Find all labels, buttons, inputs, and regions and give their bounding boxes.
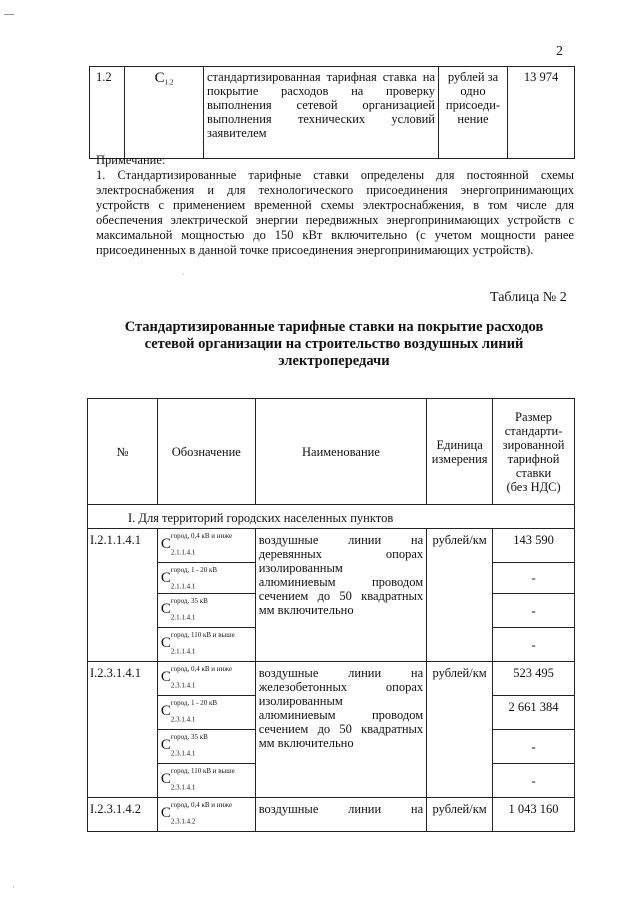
rate-symbol: $C_{1.2}$ [125,67,204,159]
row-unit: рублей/км [427,529,493,662]
rate-value: 2 661 384 [493,696,575,730]
row-code: I.2.3.1.4.1 [88,662,158,798]
row-name: воздушные линии на деревянных опорах изолированным алюминиевым проводом сечением до 50 квадратных мм включительно [255,529,426,662]
margin-mark: — [4,9,14,20]
table-row [90,67,575,159]
table-header-row [88,399,575,505]
table-row [88,798,575,832]
margin-mark: · [12,883,15,892]
table-row [88,529,575,563]
rate-symbol: $C^{город, 1 - 20 кВ}$ $_{2.1.1.4.1}$ [157,563,255,594]
rate-unit: рублей за одно присоеди- нение [439,67,508,159]
header-name: Наименование [255,399,426,505]
rate-value: - [493,764,575,798]
rate-symbol: $C^{город, 110 кВ и выше}$ $_{2.1.1.4.1}$ [157,628,255,662]
header-unit: Единица измерения [427,399,493,505]
rate-symbol: $C^{город, 35 кВ}$ $_{2.1.1.4.1}$ [157,594,255,628]
rate-value: - [493,563,575,594]
tariff-table-1 [89,66,575,159]
header-designation: Обозначение [157,399,255,505]
rate-symbol: $C^{город, 1 - 20 кВ}$ $_{2.3.1.4.1}$ [157,696,255,730]
header-rate: Размер стандарти- зированной тарифной ставки (без НДС) [493,399,575,505]
rate-value: 13 974 [508,67,575,159]
tariff-table-2 [87,398,575,832]
rate-name: стандартизированная тарифная ставка на покрытие расходов на проверку выполнения сетевой организацией выполнения технических условий заявителем [204,67,439,159]
header-num: № [88,399,158,505]
note-title: Примечание: [96,153,166,167]
rate-symbol: $C^{город, 0,4 кВ и ниже}$ $_{2.1.1.4.1}$ [157,529,255,563]
row-code: I.2.1.1.4.1 [88,529,158,662]
row-unit: рублей/км [427,662,493,798]
rate-symbol: $C^{город, 110 кВ и выше}$ $_{2.3.1.4.1}$ [157,764,255,798]
rate-symbol: $C^{город, 0,4 кВ и ниже}$ $_{2.3.1.4.1}$ [157,662,255,696]
row-name: воздушные линии на железобетонных опорах изолированным алюминиевым проводом сечением до 50 квадратных мм включительно [255,662,426,798]
page-number: 2 [556,44,563,59]
rate-symbol: $C^{город, 0,4 кВ и ниже}$ $_{2.3.1.4.2}$ [157,798,255,832]
row-name: воздушные линии на [255,798,426,832]
rate-value: 523 495 [493,662,575,696]
row-code: I.2.3.1.4.2 [88,798,158,832]
rate-value: 143 590 [493,529,575,563]
rate-value: - [493,594,575,628]
rate-value: - [493,730,575,764]
table-heading: Стандартизированные тарифные ставки на покрытие расходов сетевой организации на строительство воздушных линий электропередачи [124,319,544,369]
rate-value: - [493,628,575,662]
row-number: 1.2 [90,67,125,159]
row-unit: рублей/км [427,798,493,832]
section-row [88,505,575,529]
table-row [88,662,575,696]
note-text: 1. Стандартизированные тарифные ставки определены для постоянной схемы электроснабжения и для технологического присоединения энергопринимающих устройств с применением временной схемы электроснабжения, в том числе для обеспечения электрической энергии передвижных энергопринимающих устройств с максимальной мощностью до 150 кВт включительно (с учетом мощности ранее присоединенных в данной точке присоединения энергопринимающих устройств). [96,168,574,257]
table-label: Таблица № 2 [490,290,567,305]
margin-mark: · [182,270,185,279]
note-block [96,153,574,258]
rate-value: 1 043 160 [493,798,575,832]
rate-symbol: $C^{город, 35 кВ}$ $_{2.3.1.4.1}$ [157,730,255,764]
section-title: I. Для территорий городских населенных пунктов [88,505,575,529]
